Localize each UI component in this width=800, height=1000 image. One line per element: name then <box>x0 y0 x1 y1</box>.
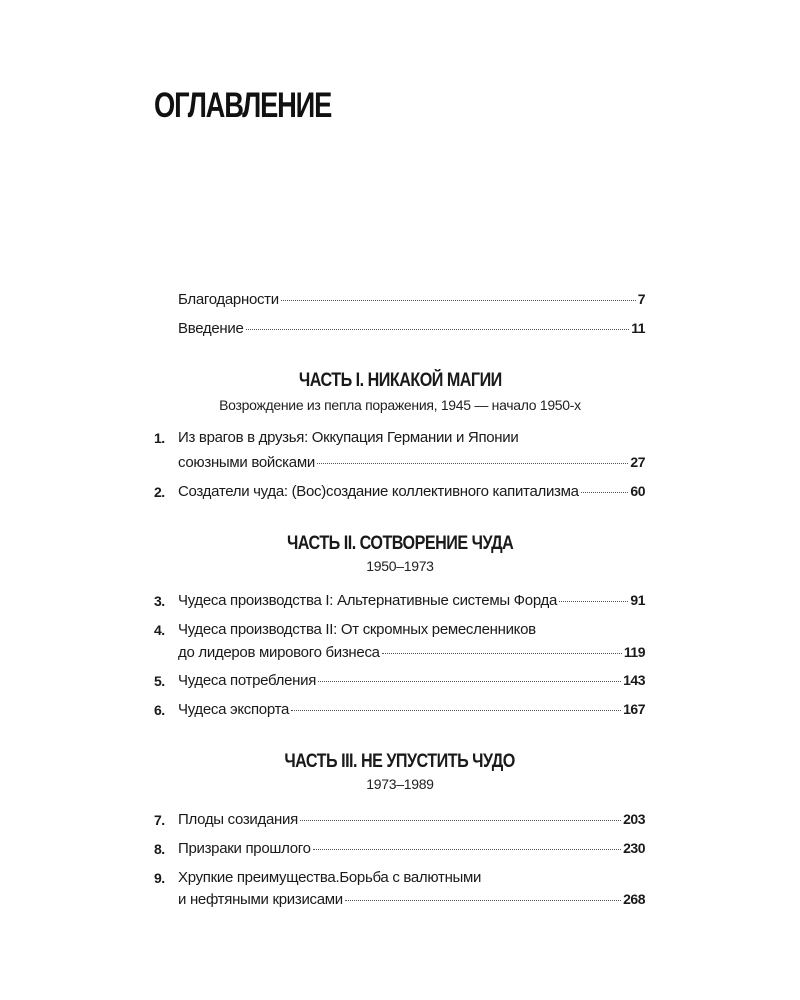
chapter-4-title-line2: до лидеров мирового бизнеса <box>178 644 380 661</box>
dot-leader <box>581 492 629 493</box>
dot-leader <box>559 601 628 602</box>
toc-entry-acknowledgements <box>178 291 645 308</box>
chapter-7-entry <box>178 811 645 828</box>
part-2-title: ЧАСТЬ II. СОТВОРЕНИЕ ЧУДА <box>286 533 514 554</box>
toc-entry-introduction <box>178 320 645 337</box>
chapter-7-number: 7. <box>154 812 165 828</box>
part-3-title: ЧАСТЬ III. НЕ УПУСТИТЬ ЧУДО <box>284 751 516 772</box>
chapter-1-number: 1. <box>154 430 165 446</box>
dot-leader <box>345 900 621 901</box>
chapter-6-page: 167 <box>623 701 645 717</box>
chapter-1-title-line1: Из врагов в друзья: Оккупация Германии и Японии <box>178 429 519 446</box>
chapter-2-page: 60 <box>630 483 645 499</box>
chapter-4-title-line1: Чудеса производства II: От скромных ремесленников <box>178 621 536 638</box>
chapter-4-entry <box>178 644 645 661</box>
page-title: ОГЛАВЛЕНИЕ <box>154 86 332 125</box>
chapter-5-number: 5. <box>154 673 165 689</box>
chapter-3-page: 91 <box>630 592 645 608</box>
chapter-1-page: 27 <box>630 454 645 470</box>
chapter-3-entry <box>178 592 645 609</box>
chapter-8-number: 8. <box>154 841 165 857</box>
chapter-6-title: Чудеса экспорта <box>178 701 290 718</box>
chapter-4-page: 119 <box>623 644 645 660</box>
chapter-1-entry <box>178 454 645 471</box>
chapter-8-entry <box>178 840 645 857</box>
chapter-9-title-line2: и нефтяными кризисами <box>178 891 343 908</box>
chapter-3-number: 3. <box>154 593 165 609</box>
chapter-2-number: 2. <box>154 484 165 500</box>
chapter-8-page: 230 <box>623 840 645 856</box>
entry-title: Благодарности <box>178 291 279 308</box>
chapter-9-number: 9. <box>154 870 165 886</box>
part-1-title: ЧАСТЬ I. НИКАКОЙ МАГИИ <box>298 370 502 391</box>
entry-title: Введение <box>178 320 244 337</box>
chapter-7-title: Плоды созидания <box>178 811 298 828</box>
part-1-subtitle: Возрождение из пепла поражения, 1945 — начало 1950-х <box>219 397 581 413</box>
dot-leader <box>313 849 621 850</box>
chapter-3-title: Чудеса производства I: Альтернативные системы Форда <box>178 592 558 609</box>
chapter-5-entry <box>178 672 645 689</box>
dot-leader <box>291 710 621 711</box>
chapter-9-title-line1: Хрупкие преимущества.Борьба с валютными <box>178 869 482 886</box>
dot-leader <box>317 463 629 464</box>
chapter-6-entry <box>178 701 645 718</box>
chapter-8-title: Призраки прошлого <box>178 840 311 857</box>
part-3-subtitle: 1973–1989 <box>366 776 434 792</box>
dot-leader <box>382 653 622 654</box>
chapter-5-page: 143 <box>623 672 645 688</box>
dot-leader <box>318 681 621 682</box>
dot-leader <box>281 300 636 301</box>
chapter-7-page: 203 <box>623 811 645 827</box>
dot-leader <box>300 820 621 821</box>
entry-page: 7 <box>637 291 645 307</box>
chapter-4-number: 4. <box>154 622 165 638</box>
chapter-2-entry <box>178 483 645 500</box>
entry-page: 11 <box>631 320 645 336</box>
dot-leader <box>246 329 630 330</box>
part-2-subtitle: 1950–1973 <box>366 558 434 574</box>
chapter-2-title: Создатели чуда: (Вос)создание коллективного капитализма <box>178 483 579 500</box>
chapter-9-page: 268 <box>623 891 645 907</box>
chapter-1-title-line2: союзными войсками <box>178 454 315 471</box>
chapter-6-number: 6. <box>154 702 165 718</box>
chapter-5-title: Чудеса потребления <box>178 672 317 689</box>
chapter-9-entry <box>178 891 645 908</box>
